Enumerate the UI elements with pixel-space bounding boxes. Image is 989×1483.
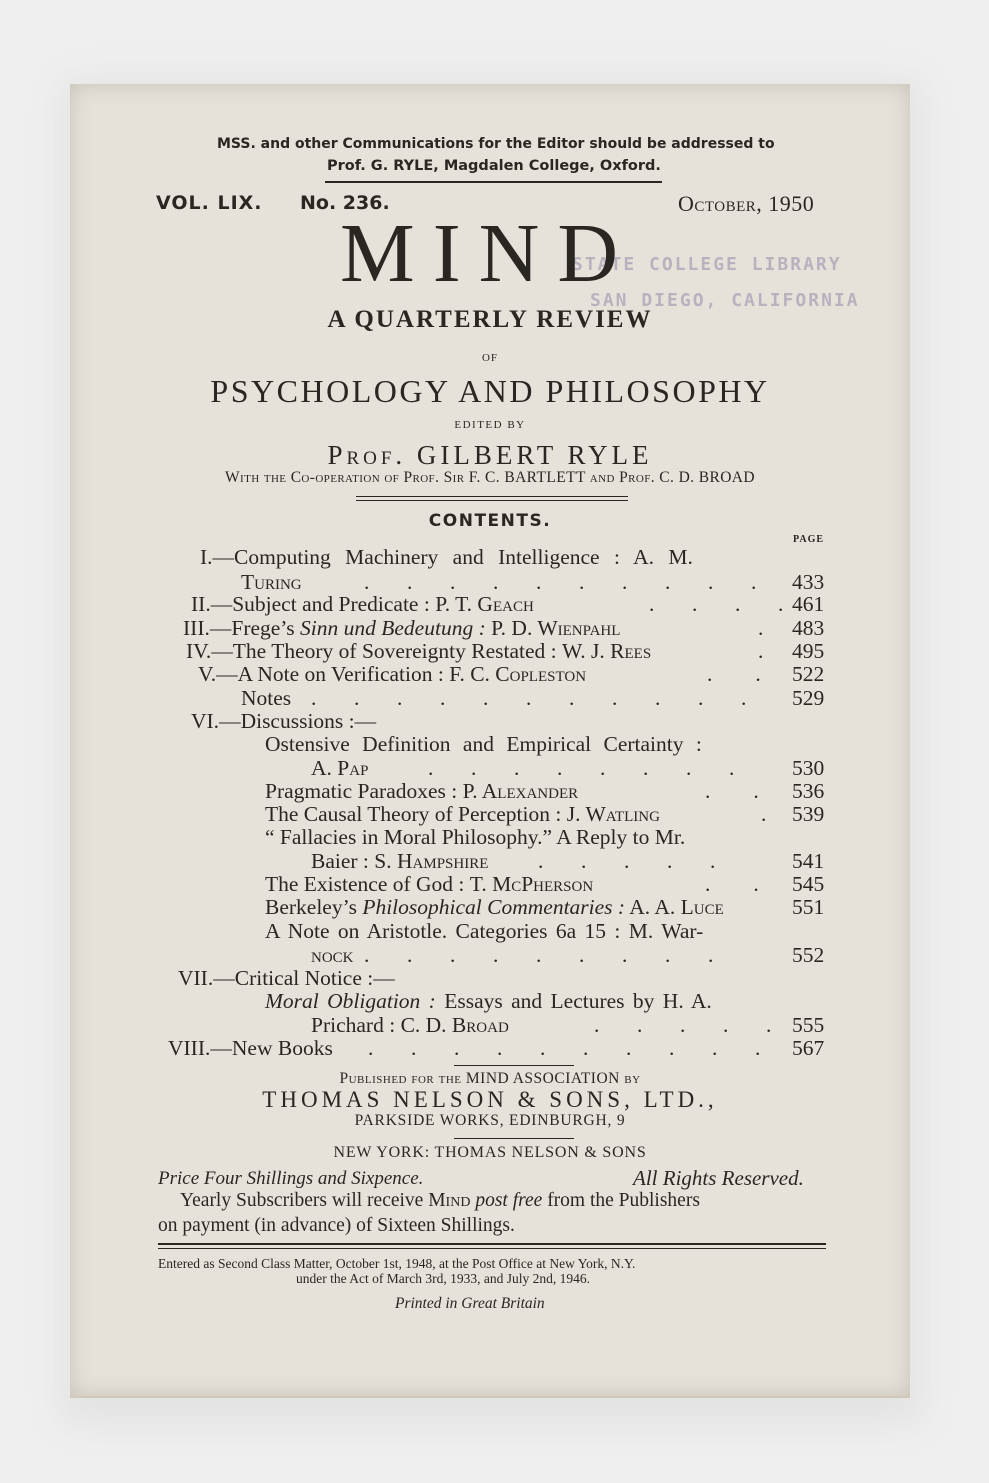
cooperation-line: With the Co-operation of Prof. Sir F. C. BARTLETT and Prof. C. D. BROAD [225,469,755,486]
price-line: Price Four Shillings and Sixpence. [158,1168,424,1189]
toc-entry-8: VIII.—New Books . . . . . . . . . . [168,1036,761,1060]
toc-sub-god: The Existence of God : T. McPherson . . [265,872,759,896]
toc-notes: Notes . . . . . . . . . . . [241,686,747,710]
published-for-line: Published for the MIND ASSOCIATION by [339,1070,641,1087]
rights-line: All Rights Reserved. [633,1166,804,1190]
journal-field: PSYCHOLOGY AND PHILOSOPHY [210,373,770,409]
entered-line-2: under the Act of March 3rd, 1933, and July 2nd, 1946. [296,1271,590,1286]
toc-page-2: 461 [792,592,825,616]
toc-sub-aristotle: A Note on Aristotle. Categories 6a 15 : M. War- [265,919,704,943]
publisher-name: THOMAS NELSON & SONS, LTD., [262,1087,718,1112]
toc-sub-fallacies-author: Baier : S. Hampshire . . . . . [311,849,716,873]
toc-sub-moral: Moral Obligation : Essays and Lectures by H. A. [265,989,712,1013]
page-column-label: PAGE [793,534,825,545]
toc-entry-2: II.—Subject and Predicate : P. T. Geach . . . . [191,592,784,616]
journal-subtitle: A QUARTERLY REVIEW [327,306,653,333]
footer-rule-1 [158,1243,826,1245]
contents-end-rule [454,1065,574,1066]
new-york-line: NEW YORK: THOMAS NELSON & SONS [333,1144,647,1161]
toc-entry-1: I.—Computing Machinery and Intelligence : A. M. [200,545,693,569]
journal-cover [70,84,910,1398]
editor-notice-line2: Prof. G. RYLE, Magdalen College, Oxford. [327,158,661,174]
toc-entry-1-cont: Turing . . . . . . . . . . [241,570,757,594]
toc-page-3: 483 [792,616,825,640]
toc-page-alexander: 536 [792,779,825,803]
printed-in: Printed in Great Britain [395,1295,545,1312]
toc-page-hampshire: 541 [792,849,825,873]
toc-entry-7: VII.—Critical Notice :— [178,966,395,990]
publisher-rule [454,1138,574,1139]
editor-notice-line1: MSS. and other Communications for the Editor should be addressed to [217,136,775,152]
toc-entry-6: VI.—Discussions :— [191,709,377,733]
toc-page-5: 522 [792,662,825,686]
toc-sub-causal: The Causal Theory of Perception : J. Watling . [265,802,767,826]
masthead-rule-2 [356,500,628,501]
editor-name: Prof. GILBERT RYLE [327,440,653,470]
toc-page-4: 495 [792,639,825,663]
toc-page-watling: 539 [792,802,825,826]
journal-title: MIND [340,207,636,300]
toc-page-notes: 529 [792,686,825,710]
toc-sub-fallacies: “ Fallacies in Moral Philosophy.” A Reply to Mr. [265,825,686,849]
toc-page-broad: 555 [792,1013,825,1037]
issue-date: October, 1950 [678,191,815,216]
library-stamp-line1: STATE COLLEGE LIBRARY [572,254,842,275]
subscribers-line-2: on payment (in advance) of Sixteen Shillings. [158,1215,515,1236]
toc-sub-ostensive-author: A. Pap . . . . . . . . [311,756,735,780]
entered-line-1: Entered as Second Class Matter, October 1st, 1948, at the Post Office at New York, N.Y. [158,1256,636,1271]
toc-page-1: 433 [792,570,825,594]
toc-sub-pragmatic: Pragmatic Paradoxes : P. Alexander . . [265,779,759,803]
toc-page-warnock: 552 [792,943,825,967]
issue-number: No. 236. [300,192,390,214]
toc-page-new-books: 567 [792,1036,825,1060]
toc-page-pap: 530 [792,756,825,780]
toc-entry-4: IV.—The Theory of Sovereignty Restated : W. J. Rees . [186,639,764,663]
toc-page-luce: 551 [792,895,825,919]
toc-sub-aristotle-cont: nock . . . . . . . . . [311,943,714,967]
subscribers-line: Yearly Subscribers will receive Mind post free from the Publishers [180,1190,700,1211]
toc-sub-berkeley: Berkeley’s Philosophical Commentaries : A. A. Luce [265,895,724,919]
volume-label: VOL. LIX. [156,192,263,214]
contents-heading: CONTENTS. [428,511,552,531]
notice-rule [325,181,662,183]
library-stamp-line2: SAN DIEGO, CALIFORNIA [590,290,860,311]
toc-entry-5: V.—A Note on Verification : F. C. Copleston . . [198,662,761,686]
masthead-rule-1 [356,496,628,497]
edited-by-label: EDITED BY [454,419,526,431]
toc-page-mcpherson: 545 [792,872,825,896]
of-label: OF [481,352,499,364]
publisher-address: PARKSIDE WORKS, EDINBURGH, 9 [354,1112,626,1129]
footer-rule-2 [158,1248,826,1249]
toc-sub-ostensive: Ostensive Definition and Empirical Certainty : [265,732,702,756]
toc-entry-3: III.—Frege’s Sinn und Bedeutung : P. D. Wienpahl . [183,616,764,640]
toc-sub-moral-cont: Prichard : C. D. Broad . . . . . [311,1013,772,1037]
